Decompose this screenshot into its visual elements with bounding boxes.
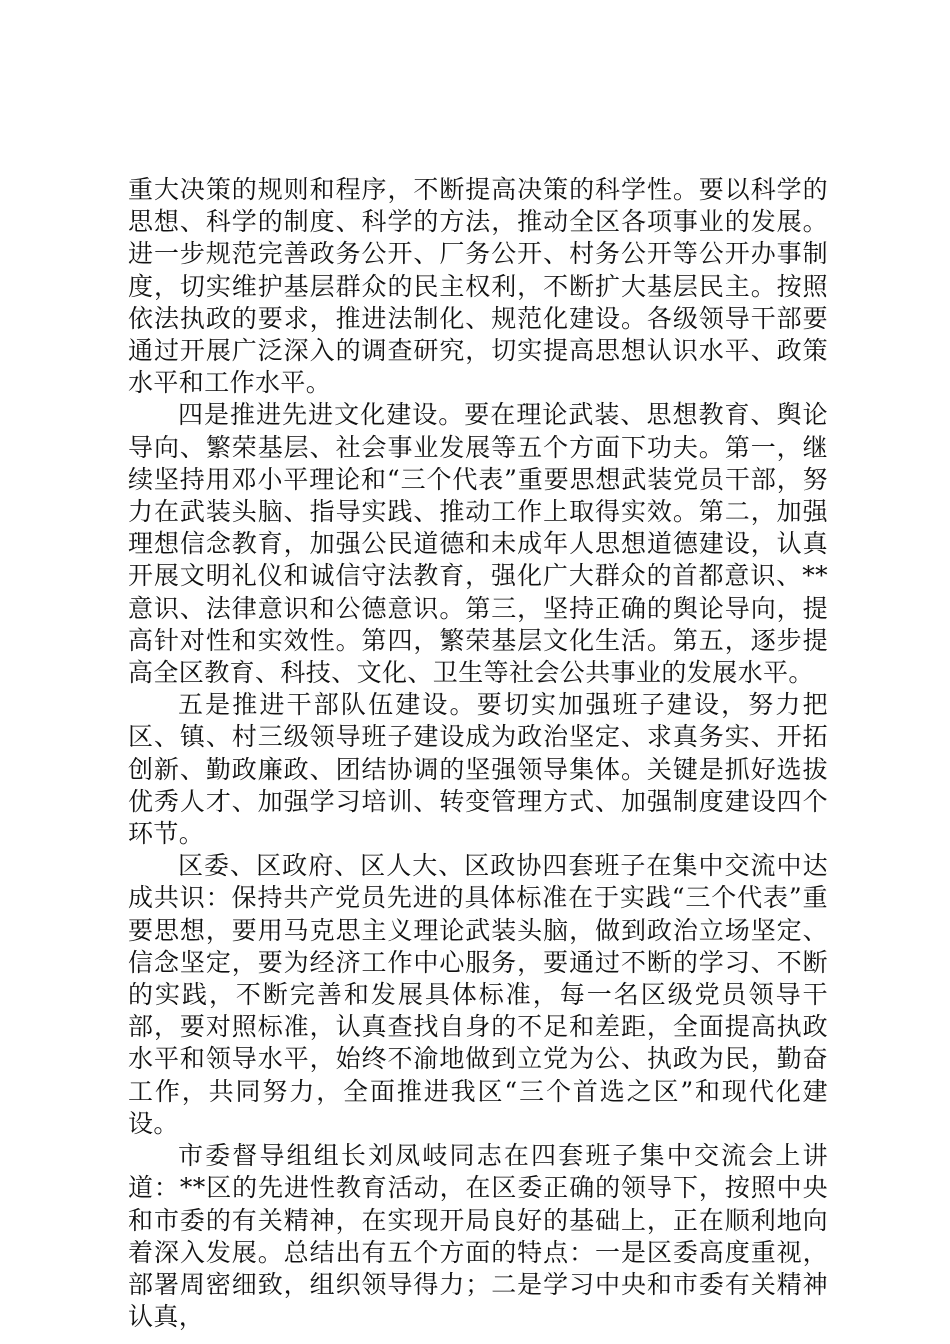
paragraph-cadres: 五是推进干部队伍建设。要切实加强班子建设，努力把区、镇、村三级领导班子建设成为政治坚定、求真务实、开拓创新、勤政廉政、团结协调的坚强领导集体。关键是抓好选拔优秀人才、加强学习培训、转变管理方式、加强制度建设四个环节。	[128, 690, 828, 849]
paragraph-supervisor-remarks: 市委督导组组长刘凤岐同志在四套班子集中交流会上讲道：**区的先进性教育活动，在区委正确的领导下，按照中央和市委的有关精神，在实现开局良好的基础上，正在顺利地向着深入发展。总结出有五个方面的特点：一是区委高度重视，部署周密细致，组织领导得力；二是学习中央和市委有关精神认真，	[128, 1141, 828, 1332]
paragraph-consensus: 区委、区政府、区人大、区政协四套班子在集中交流中达成共识：保持共产党员先进的具体标准在于实践“三个代表”重要思想，要用马克思主义理论武装头脑，做到政治立场坚定、信念坚定，要为经济工作中心服务，要通过不断的学习、不断的实践，不断完善和发展具体标准，每一名区级党员领导干部，要对照标准，认真查找自身的不足和差距，全面提高执政水平和领导水平，始终不渝地做到立党为公、执政为民，勤奋工作，共同努力，全面推进我区“三个首选之区”和现代化建设。	[128, 851, 828, 1138]
document-body	[128, 174, 828, 1333]
paragraph-continued: 重大决策的规则和程序，不断提高决策的科学性。要以科学的思想、科学的制度、科学的方法，推动全区各项事业的发展。进一步规范完善政务公开、厂务公开、村务公开等公开办事制度，切实维护基层群众的民主权利，不断扩大基层民主。按照依法执政的要求，推进法制化、规范化建设。各级领导干部要通过开展广泛深入的调查研究，切实提高思想认识水平、政策水平和工作水平。	[128, 175, 828, 398]
paragraph-culture: 四是推进先进文化建设。要在理论武装、思想教育、舆论导向、繁荣基层、社会事业发展等五个方面下功夫。第一，继续坚持用邓小平理论和“三个代表”重要思想武装党员干部，努力在武装头脑、指导实践、推动工作上取得实效。第二，加强理想信念教育，加强公民道德和未成年人思想道德建设，认真开展文明礼仪和诚信守法教育，强化广大群众的首都意识、**意识、法律意识和公德意识。第三，坚持正确的舆论导向，提高针对性和实效性。第四，繁荣基层文化生活。第五，逐步提高全区教育、科技、文化、卫生等社会公共事业的发展水平。	[128, 400, 828, 688]
